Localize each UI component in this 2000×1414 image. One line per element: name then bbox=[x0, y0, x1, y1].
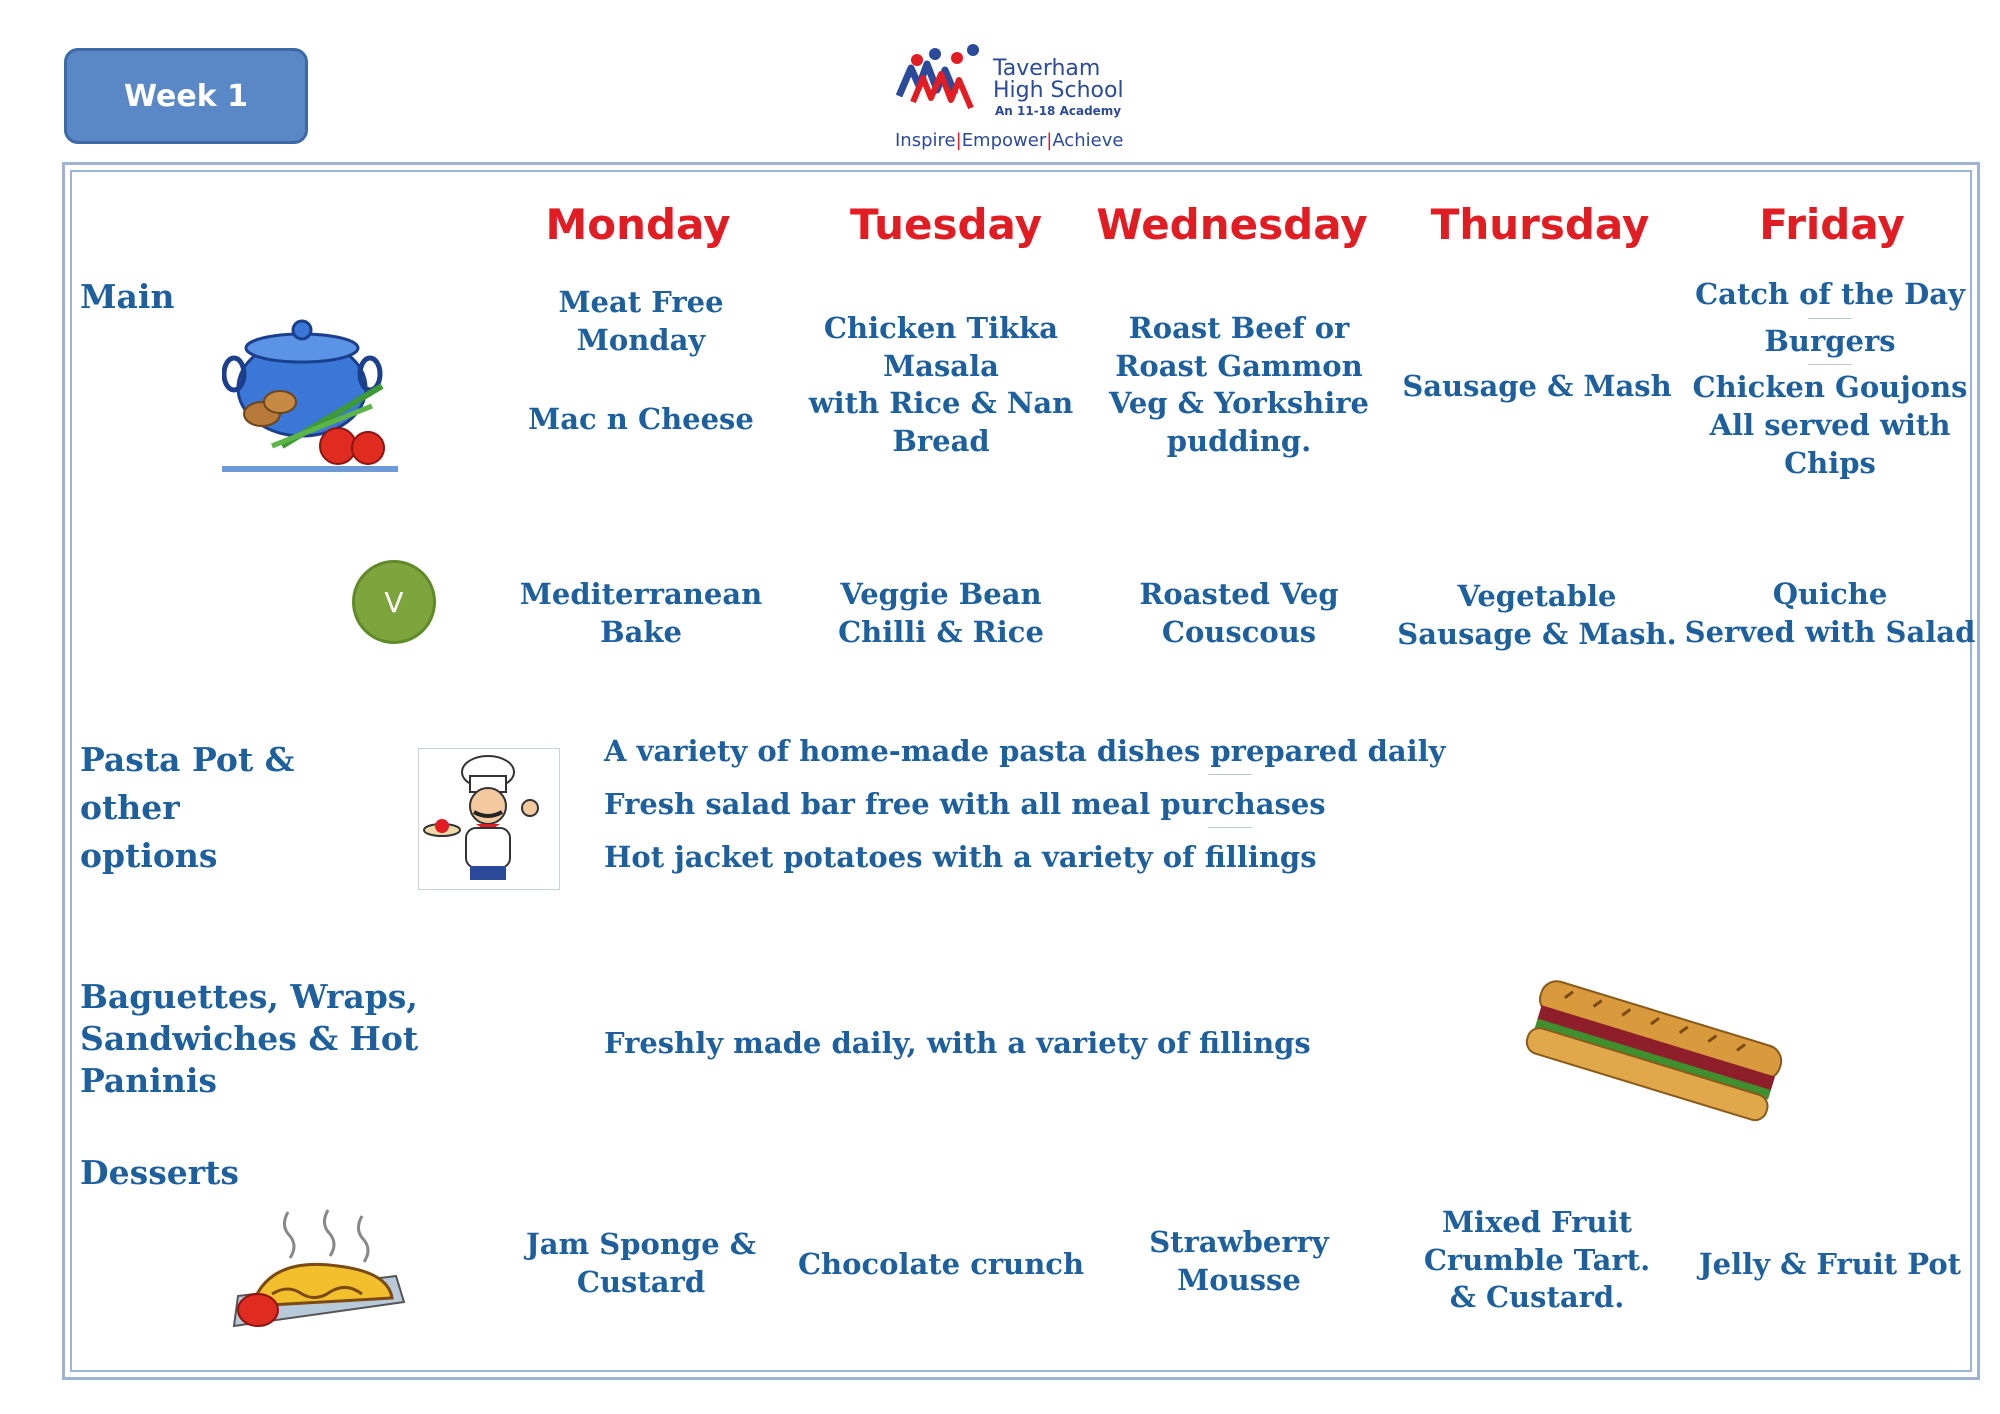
main-label: Main bbox=[80, 277, 175, 316]
dessert-friday: Jelly & Fruit Pot bbox=[1698, 1247, 1962, 1281]
veg-friday: Quiche Served with Salad bbox=[1684, 577, 1976, 649]
week-badge: Week 1 bbox=[64, 48, 308, 144]
desserts-label: Desserts bbox=[80, 1153, 239, 1192]
day-heading-thursday: Thursday bbox=[1430, 200, 1650, 249]
day-heading-monday: Monday bbox=[545, 200, 731, 249]
pie-icon bbox=[228, 1206, 410, 1338]
main-wednesday: Roast Beef or Roast Gammon Veg & Yorkshire pudding. bbox=[1109, 311, 1369, 459]
dessert-wednesday: Strawberry Mousse bbox=[1149, 1225, 1329, 1297]
dessert-tuesday: Chocolate crunch bbox=[797, 1247, 1085, 1281]
day-heading-tuesday: Tuesday bbox=[850, 200, 1042, 249]
logo-motto: Inspire|Empower|Achieve bbox=[895, 130, 1124, 151]
baguettes-label: Baguettes, Wraps, Sandwiches & Hot Paninis bbox=[80, 977, 419, 1100]
vegetarian-badge: V bbox=[352, 560, 436, 644]
veg-wednesday: Roasted Veg Couscous bbox=[1139, 577, 1339, 649]
veg-monday: Mediterranean Bake bbox=[519, 577, 763, 649]
day-heading-friday: Friday bbox=[1759, 200, 1905, 249]
chef-icon bbox=[418, 748, 560, 890]
cooking-pot-icon bbox=[222, 296, 398, 472]
salad-line: Fresh salad bar free with all meal purchases bbox=[604, 787, 1326, 821]
jacket-potato-line: Hot jacket potatoes with a variety of fillings bbox=[604, 840, 1317, 874]
main-friday: Catch of the Day Burgers Chicken Goujons All served with Chips bbox=[1692, 277, 1968, 480]
veg-tuesday: Veggie Bean Chilli & Rice bbox=[838, 577, 1044, 649]
logo-name-line1: Taverham bbox=[993, 56, 1101, 81]
main-thursday: Sausage & Mash bbox=[1402, 369, 1672, 403]
main-monday: Meat Free Monday Mac n Cheese bbox=[528, 285, 754, 437]
pasta-label: Pasta Pot & other options bbox=[80, 740, 295, 875]
school-logo bbox=[895, 38, 1135, 158]
logo-figures-icon bbox=[895, 38, 987, 128]
logo-subtitle: An 11-18 Academy bbox=[995, 104, 1122, 118]
pasta-lines bbox=[604, 734, 1446, 880]
dessert-monday: Jam Sponge & Custard bbox=[526, 1227, 756, 1299]
dessert-thursday: Mixed Fruit Crumble Tart. & Custard. bbox=[1423, 1205, 1651, 1315]
baguettes-line: Freshly made daily, with a variety of fillings bbox=[604, 1026, 1311, 1060]
logo-name-line2: High School bbox=[993, 78, 1124, 103]
pasta-line: A variety of home-made pasta dishes prepared daily bbox=[604, 734, 1446, 768]
day-heading-wednesday: Wednesday bbox=[1096, 200, 1368, 249]
veg-thursday: Vegetable Sausage & Mash. bbox=[1397, 579, 1677, 651]
baguette-sandwich-icon bbox=[1508, 980, 1798, 1130]
main-tuesday: Chicken Tikka Masala with Rice & Nan Bread bbox=[808, 311, 1074, 459]
